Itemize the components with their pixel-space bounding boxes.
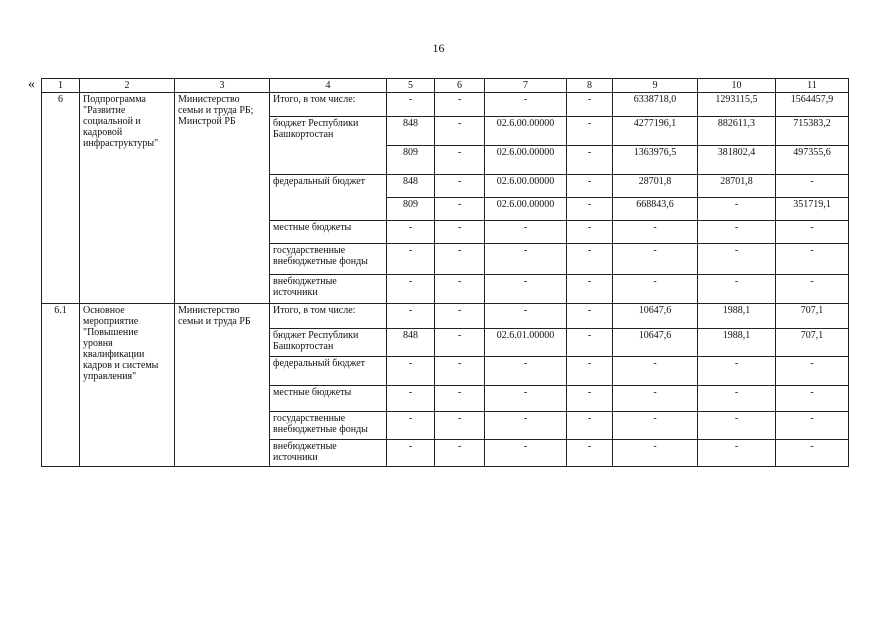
value-cell-c8: - <box>567 244 613 275</box>
value-cell-c10: - <box>698 221 776 244</box>
value-cell-c10: - <box>698 412 776 440</box>
value-cell-c11: - <box>776 386 849 412</box>
funding-source-cell: внебюджетные источники <box>270 275 387 304</box>
value-cell-c10: - <box>698 244 776 275</box>
value-cell-c6: - <box>435 221 485 244</box>
value-cell-c11: - <box>776 175 849 198</box>
funding-source-cell: федеральный бюджет <box>270 357 387 386</box>
value-cell-c11: - <box>776 440 849 467</box>
value-cell-c5: - <box>387 412 435 440</box>
funding-source-cell: государственные внебюджетные фонды <box>270 244 387 275</box>
column-header: 2 <box>80 79 175 93</box>
funding-source-cell: Итого, в том числе: <box>270 93 387 117</box>
value-cell-c7: 02.6.00.00000 <box>485 198 567 221</box>
value-cell-c8: - <box>567 198 613 221</box>
value-cell-c11: - <box>776 221 849 244</box>
value-cell-c5: - <box>387 304 435 329</box>
funding-source-cell: местные бюджеты <box>270 386 387 412</box>
responsible-ministry-cell: Министерство семьи и труда РБ; Минстрой РБ <box>175 93 270 304</box>
funding-source-cell: бюджет Республики Башкортостан <box>270 329 387 357</box>
page-number: 16 <box>432 41 445 55</box>
value-cell-c10: 28701,8 <box>698 175 776 198</box>
value-cell-c8: - <box>567 146 613 175</box>
value-cell-c5: - <box>387 275 435 304</box>
value-cell-c8: - <box>567 304 613 329</box>
value-cell-c11: - <box>776 357 849 386</box>
value-cell-c10: 1293115,5 <box>698 93 776 117</box>
funding-source-cell: бюджет Республики Башкортостан <box>270 117 387 175</box>
opening-quote-mark: « <box>28 77 35 92</box>
column-header: 1 <box>42 79 80 93</box>
value-cell-c10: - <box>698 357 776 386</box>
value-cell-c8: - <box>567 175 613 198</box>
column-header: 10 <box>698 79 776 93</box>
value-cell-c6: - <box>435 357 485 386</box>
section-name-cell: Подпрограмма "Развитие социальной и кадровой инфраструктуры" <box>80 93 175 304</box>
value-cell-c9: 1363976,5 <box>613 146 698 175</box>
column-header: 8 <box>567 79 613 93</box>
value-cell-c5: - <box>387 93 435 117</box>
value-cell-c6: - <box>435 146 485 175</box>
funding-source-cell: местные бюджеты <box>270 221 387 244</box>
value-cell-c10: - <box>698 386 776 412</box>
value-cell-c9: - <box>613 357 698 386</box>
value-cell-c11: 497355,6 <box>776 146 849 175</box>
value-cell-c10: 882611,3 <box>698 117 776 146</box>
value-cell-c5: 848 <box>387 329 435 357</box>
column-header: 3 <box>175 79 270 93</box>
value-cell-c9: - <box>613 440 698 467</box>
value-cell-c9: 6338718,0 <box>613 93 698 117</box>
value-cell-c10: - <box>698 275 776 304</box>
table-row <box>42 304 849 329</box>
responsible-ministry-cell: Министерство семьи и труда РБ <box>175 304 270 467</box>
value-cell-c8: - <box>567 329 613 357</box>
column-header: 5 <box>387 79 435 93</box>
value-cell-c6: - <box>435 198 485 221</box>
funding-source-cell: государственные внебюджетные фонды <box>270 412 387 440</box>
value-cell-c11: 1564457,9 <box>776 93 849 117</box>
value-cell-c9: 28701,8 <box>613 175 698 198</box>
value-cell-c9: - <box>613 244 698 275</box>
value-cell-c5: 848 <box>387 117 435 146</box>
value-cell-c7: - <box>485 275 567 304</box>
value-cell-c6: - <box>435 244 485 275</box>
value-cell-c6: - <box>435 117 485 146</box>
value-cell-c5: 848 <box>387 175 435 198</box>
value-cell-c5: - <box>387 357 435 386</box>
value-cell-c11: 715383,2 <box>776 117 849 146</box>
value-cell-c11: - <box>776 244 849 275</box>
value-cell-c6: - <box>435 412 485 440</box>
value-cell-c7: - <box>485 93 567 117</box>
value-cell-c8: - <box>567 440 613 467</box>
value-cell-c7: - <box>485 304 567 329</box>
value-cell-c5: - <box>387 386 435 412</box>
value-cell-c7: - <box>485 412 567 440</box>
value-cell-c9: 4277196,1 <box>613 117 698 146</box>
value-cell-c11: 707,1 <box>776 329 849 357</box>
value-cell-c6: - <box>435 304 485 329</box>
value-cell-c8: - <box>567 93 613 117</box>
value-cell-c6: - <box>435 386 485 412</box>
value-cell-c8: - <box>567 357 613 386</box>
column-header: 6 <box>435 79 485 93</box>
value-cell-c8: - <box>567 275 613 304</box>
value-cell-c7: 02.6.00.00000 <box>485 146 567 175</box>
column-header: 11 <box>776 79 849 93</box>
section-name-cell: Основное мероприятие "Повышение уровня квалификации кадров и системы управления" <box>80 304 175 467</box>
value-cell-c8: - <box>567 221 613 244</box>
value-cell-c8: - <box>567 412 613 440</box>
value-cell-c7: - <box>485 244 567 275</box>
value-cell-c9: - <box>613 221 698 244</box>
section-number-cell: 6 <box>42 93 80 304</box>
value-cell-c7: - <box>485 221 567 244</box>
value-cell-c9: - <box>613 412 698 440</box>
value-cell-c5: 809 <box>387 146 435 175</box>
value-cell-c7: - <box>485 386 567 412</box>
value-cell-c9: - <box>613 275 698 304</box>
value-cell-c10: - <box>698 198 776 221</box>
value-cell-c9: 668843,6 <box>613 198 698 221</box>
value-cell-c11: - <box>776 412 849 440</box>
value-cell-c11: - <box>776 275 849 304</box>
value-cell-c7: 02.6.01.00000 <box>485 329 567 357</box>
budget-table <box>41 78 849 467</box>
value-cell-c10: 1988,1 <box>698 304 776 329</box>
value-cell-c11: 707,1 <box>776 304 849 329</box>
funding-source-cell: внебюджетные источники <box>270 440 387 467</box>
value-cell-c8: - <box>567 117 613 146</box>
value-cell-c9: 10647,6 <box>613 329 698 357</box>
value-cell-c9: 10647,6 <box>613 304 698 329</box>
value-cell-c7: 02.6.00.00000 <box>485 175 567 198</box>
value-cell-c6: - <box>435 440 485 467</box>
value-cell-c7: - <box>485 357 567 386</box>
table-row <box>42 93 849 117</box>
value-cell-c10: 1988,1 <box>698 329 776 357</box>
funding-source-cell: Итого, в том числе: <box>270 304 387 329</box>
value-cell-c7: - <box>485 440 567 467</box>
section-number-cell: 6.1 <box>42 304 80 467</box>
column-header: 4 <box>270 79 387 93</box>
column-header: 9 <box>613 79 698 93</box>
value-cell-c8: - <box>567 386 613 412</box>
value-cell-c5: - <box>387 440 435 467</box>
value-cell-c9: - <box>613 386 698 412</box>
value-cell-c5: 809 <box>387 198 435 221</box>
value-cell-c5: - <box>387 221 435 244</box>
value-cell-c10: 381802,4 <box>698 146 776 175</box>
value-cell-c5: - <box>387 244 435 275</box>
header-row <box>42 79 849 93</box>
value-cell-c10: - <box>698 440 776 467</box>
value-cell-c11: 351719,1 <box>776 198 849 221</box>
value-cell-c6: - <box>435 329 485 357</box>
column-header: 7 <box>485 79 567 93</box>
funding-source-cell: федеральный бюджет <box>270 175 387 221</box>
value-cell-c6: - <box>435 93 485 117</box>
value-cell-c7: 02.6.00.00000 <box>485 117 567 146</box>
value-cell-c6: - <box>435 175 485 198</box>
value-cell-c6: - <box>435 275 485 304</box>
